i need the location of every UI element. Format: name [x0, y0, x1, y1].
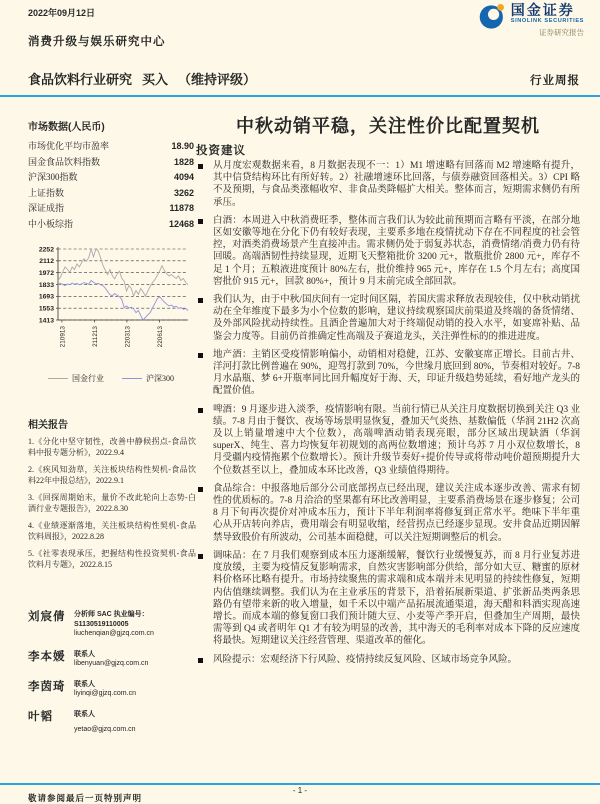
- trend-chart-canvas: [28, 244, 194, 356]
- report-item: 3.《回探周期始末，量价不改此轮向上态势-白酒行业专题报告》，2022.8.30: [28, 493, 196, 513]
- bullet-item: [196, 654, 580, 666]
- bullet-square-icon: [198, 164, 203, 169]
- related-reports-title: 相关报告: [28, 420, 68, 431]
- bullet-square-icon: [198, 408, 203, 413]
- market-data-title: 市场数据(人民币): [28, 122, 105, 133]
- legend-label: 国金行业: [72, 374, 104, 383]
- svg-text:1413: 1413: [38, 317, 54, 325]
- market-row-label: 中小板综指: [28, 218, 74, 229]
- hs300-line-swatch: [122, 378, 142, 379]
- analyst-email: yetao@gjzq.com.cn: [74, 726, 136, 733]
- bullet-item: [196, 404, 580, 477]
- sinolink-logo: [479, 3, 584, 38]
- footer-disclaimer: 敬请参阅最后一页特别声明: [28, 793, 143, 803]
- bullet-item: [196, 294, 580, 343]
- bullet-square-icon: [198, 554, 203, 559]
- report-item: 5.《社零表现承压，把握结构性投资契机-食品饮料月专题》，2022.8.15: [28, 549, 196, 569]
- bullet-square-icon: [198, 353, 203, 358]
- analyst-name: 李本媛: [28, 650, 66, 663]
- logo-cn-text: 国金证券: [510, 2, 575, 18]
- analyst-name: 刘宸倩: [28, 611, 66, 623]
- market-data-row: [28, 217, 194, 233]
- analyst-name: 叶韬: [28, 710, 53, 723]
- bullet-text: 地产酒：主销区受疫情影响偏小，动销相对稳健，江苏、安徽宴席正增长。目前古井、洋河打款比例普遍在 90%，迎驾打款到 70%，今世缘月底回到 80%，节奏相对较好。7-8 月水晶瓶、梦 6+开瓶率同比回升幅度好于海、天，印证升级趋势延续，看好地产龙头的配置价值。: [213, 349, 580, 397]
- bullet-list: [196, 160, 580, 666]
- logo-en-text: SINOLINK SECURITIES: [510, 18, 584, 24]
- market-row-value: 11878: [169, 203, 194, 213]
- bullet-text: 风险提示：宏观经济下行风险、疫情持续反复风险、区域市场竞争风险。: [213, 654, 518, 665]
- legend-item-hs300: [122, 373, 174, 384]
- market-row-label: 深证成指: [28, 203, 65, 213]
- analyst-name: 李茵琦: [28, 680, 66, 693]
- bullet-square-icon: [198, 658, 203, 663]
- svg-text:220313: 220313: [124, 326, 132, 348]
- page-title: 中秋动销平稳，关注性价比配置契机: [236, 116, 540, 136]
- footer-divider: [0, 783, 600, 785]
- analyst-email: libenyuan@gjzq.com.cn: [74, 660, 149, 667]
- svg-text:210913: 210913: [59, 326, 67, 348]
- research-center-name: 消费升级与娱乐研究中心: [28, 36, 166, 48]
- market-data-row: [28, 201, 194, 217]
- logo-subtitle: 证券研究报告: [539, 28, 584, 37]
- analyst-block: [28, 648, 198, 669]
- svg-text:1553: 1553: [38, 305, 54, 313]
- chart-legend: [28, 373, 194, 384]
- analyst-block: [28, 608, 198, 639]
- report-item: 4.《业绩逐渐落地，关注板块结构性契机-食品饮料周报》，2022.8.28: [28, 521, 196, 541]
- industry-report-title: [28, 69, 266, 88]
- analyst-block: [28, 678, 198, 699]
- header-divider: [0, 95, 600, 97]
- legend-item-guojin: [48, 373, 104, 384]
- bullet-text: 调味品：在 7 月我们观察到成本压力逐渐缓解，餐饮行业缓慢复苏，而 8 月行业复苏进度放缓，主要为疫情反复影响需求，自然灾害影响部分供给，部分如大豆、糖蜜的原材料价格环比略有提升。市场持续聚焦的需求端和成本端并未见明显的持续性修复，短期内估值继续调整。我们认为在主业承压的背景下，沿着拓展新渠道、扩张新品类两条思路仍有望带来新的收入增量，如千禾以中端产品拓展流通渠道，海天醋和料酒实现高速增长。而成本端的修复窗口我们预计随大豆、小麦等产季开启，但叠加生产周期，最快需等到 Q4 或者明年 Q1 才有较为明显的改善，其中海天的毛利率对成本下降的反应速度将最快。短期建议关注经营管理、渠道改革的催化。: [213, 550, 580, 647]
- analyst-email: liyinqi@gjzq.com.cn: [74, 690, 136, 697]
- bullet-text: 啤酒：9 月逐步进入淡季，疫情影响有限。当前行情已从关注月度数据切换到关注 Q3 业绩。7-8 月由于餐饮、夜场等场景明显恢复，叠加天气炎热、基数偏低（华润 21H2 次高及以上销量增速中大个位数），高端啤酒动销表现亮眼，部分区域出现缺酒（华润 superX、纯生、喜力均恢复年初规划的高两位数增速；预计乌苏 7 月小双位数增长，8 月受疆内疫情拖累个位数增长）。预计升级节奏好+提价传导或将带动吨价超预期提升大个位数甚至以上，叠加成本环比改善，Q3 业绩值得期待。: [213, 404, 580, 476]
- market-data-row: [28, 186, 194, 202]
- bullet-text: 我们认为，由于中秋/国庆间有一定时间区隔，若国庆需求释放表现较佳，仅中秋动销扰动在全年维度下最多为小个位数的影响，建议持续观察国庆前渠道及终端的备货情绪、及外部风险扰动持续性。且酒企普遍加大对于终端促动销的投入水平，如宴席补贴、品鉴会力度等。目前仍首推确定性高端及子赛道龙头，关注弹性标的的推进进度。: [213, 295, 580, 342]
- market-data-row: [28, 170, 194, 186]
- analysts-section: [28, 608, 198, 744]
- report-title-row: [28, 69, 580, 88]
- market-row-label: 上证指数: [28, 187, 65, 198]
- analyst-block: [28, 708, 198, 735]
- analyst-email: liuchenqian@gjzq.com.cn: [74, 630, 154, 637]
- market-row-value: 1828: [173, 156, 194, 167]
- svg-text:1972: 1972: [38, 269, 54, 277]
- svg-text:2252: 2252: [38, 246, 54, 254]
- svg-text:220613: 220613: [156, 326, 164, 348]
- rating-note: （维持评级）: [178, 72, 257, 87]
- bullet-item: [196, 160, 580, 209]
- related-reports-section: [28, 416, 196, 577]
- bullet-square-icon: [198, 487, 203, 492]
- bullet-item: [196, 483, 580, 544]
- bullet-text: 从月度宏观数据来看，8 月数据表现不一：1）M1 增速略有回落而 M2 增速略有提升，其中信贷结构环比有所好转。2）社融增速环比回落，与债券融资回落相关。3）CPI 略不及预期，与食品类涨幅收窄、非食品类降幅扩大相关。整体而言，短期需求侧仍有所承压。: [213, 161, 580, 208]
- report-type-label: 行业周报: [530, 75, 580, 87]
- report-item: 1.《分化中坚守韧性，改善中静候拐点-食品饮料中报专题分析》，2022.9.4: [28, 437, 196, 457]
- market-data-row: [28, 155, 194, 171]
- market-data-section: [28, 118, 194, 232]
- market-row-value: 3262: [173, 187, 194, 198]
- bullet-item: [196, 550, 580, 648]
- report-date: 2022年09月12日: [28, 8, 96, 18]
- svg-text:1693: 1693: [38, 293, 54, 301]
- analyst-role: 联系人: [74, 650, 95, 658]
- bullet-text: 食品综合：中报落地后部分公司底部拐点已经出现，建议关注成本逐步改善、需求有韧性的优质标的。7-8 月洽洽的坚果都有环比改善明显，主要系消费场景在逐步修复；公司 8 月下旬再次提价对冲成本压力，预计下半年利润率将修复到正常水平。绝味下半年重心从开店转向养店，费用端会有明显收缩，经营拐点已经逐步显现。安井食品近期因解禁导致股价有所波动，公司基本面稳健，可以关注短期调整后的机会。: [213, 483, 580, 543]
- market-row-label: 沪深300指数: [28, 172, 78, 182]
- legend-label: 沪深300: [146, 374, 174, 383]
- svg-text:1833: 1833: [38, 281, 54, 289]
- bullet-item: [196, 215, 580, 288]
- svg-text:2112: 2112: [39, 258, 54, 266]
- svg-text:211213: 211213: [91, 326, 99, 347]
- report-item: 2.《疾风知劲草，关注板块结构性契机-食品饮料22年中报总结》，2022.9.1: [28, 465, 196, 485]
- analyst-role: 联系人: [74, 680, 95, 688]
- price-trend-chart: [28, 244, 194, 384]
- market-row-value: 12468: [168, 218, 194, 229]
- guojin-line-swatch: [48, 378, 68, 379]
- bullet-square-icon: [198, 298, 203, 303]
- analyst-role: 分析师 SAC 执业编号：S1130519110005: [74, 611, 149, 628]
- page-number: - 1 -: [292, 786, 308, 795]
- analyst-role: 联系人: [74, 710, 95, 718]
- market-row-label: 国金食品饮料指数: [28, 156, 101, 167]
- bullet-square-icon: [198, 219, 203, 224]
- market-data-row: [28, 139, 194, 155]
- bullet-text: 白酒：本周进入中秋消费旺季，整体而言我们认为较此前预期而言略有平淡，在部分地区如安徽等地在分化下仍有较好表现，主要系多地在疫情扰动下存在不同程度的社会管控，对酒类消费场景产生直接冲击。需求侧仍处于弱复苏状态，消费情绪/消费力仍有待回暖。高端酒韧性持续显现，近期飞天整箱批价 3200 元+，散瓶批价 2800 元+，库存不足 1 个月；五粮液进度预计 80%左右，批价维持 965 元+，库存在 1.5 个月左右；高度国窖批价 915 元+，回款 80%+，预计 9 月末前完成全部回款。: [213, 215, 580, 287]
- sinolink-logo-icon: [479, 3, 506, 30]
- section-title-investment-advice: 投资建议: [196, 145, 246, 157]
- industry-name: 食品饮料行业研究: [28, 72, 133, 87]
- rating-badge: 买入: [142, 72, 169, 87]
- bullet-item: [196, 349, 580, 398]
- market-row-label: 市场优化平均市盈率: [28, 141, 110, 151]
- market-row-value: 4094: [173, 172, 194, 182]
- market-row-value: 18.90: [171, 141, 194, 151]
